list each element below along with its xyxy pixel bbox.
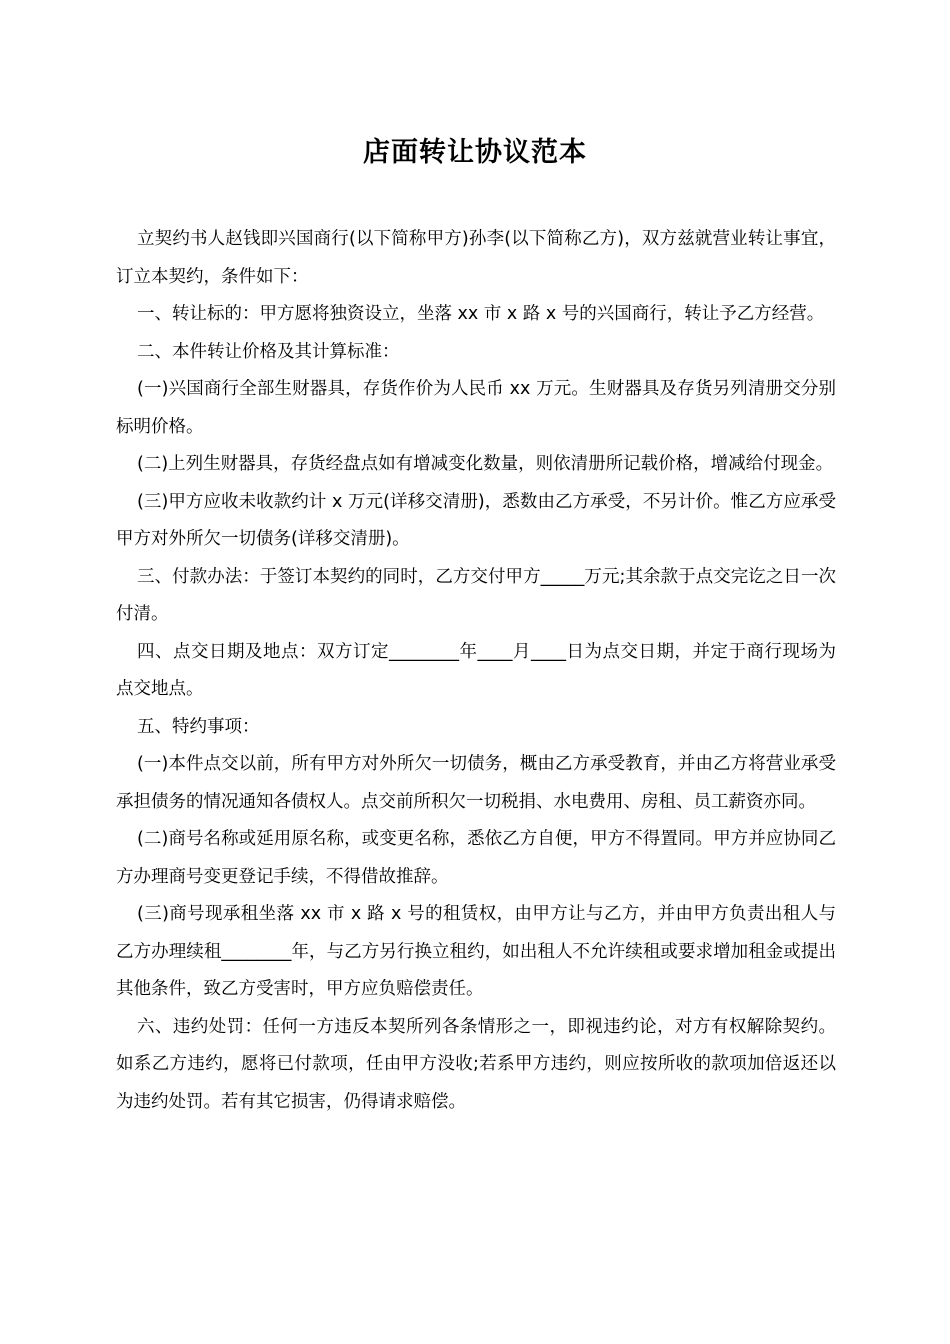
clause-5-item-2: (二)商号名称或延用原名称，或变更名称，悉依乙方自便，甲方不得置同。甲方并应协同乙方办理商号变更登记手续，不得借故推辞。 bbox=[116, 829, 836, 887]
clause-2-item-1: (一)兴国商行全部生财器具，存货作价为人民币 xx 万元。生财器具及存货另列清册交分别标明价格。 bbox=[116, 379, 836, 437]
clause-2-item-3: (三)甲方应收未收款约计 x 万元(详移交清册)，悉数由乙方承受，不另计价。惟乙方应承受甲方对外所欠一切债务(详移交清册)。 bbox=[116, 491, 836, 549]
clause-5-item-1: (一)本件点交以前，所有甲方对外所欠一切债务，概由乙方承受教育，并由乙方将营业承受承担债务的情况通知各债权人。点交前所积欠一切税捐、水电费用、房租、员工薪资亦同。 bbox=[116, 754, 836, 812]
clause-5-heading: 五、特约事项： bbox=[137, 716, 260, 737]
clause-3-paragraph: 三、付款办法：于签订本契约的同时，乙方交付甲方_____万元;其余款于点交完讫之日一次付清。 bbox=[116, 566, 836, 624]
preamble-paragraph: 立契约书人赵钱即兴国商行(以下简称甲方)孙李(以下简称乙方)，双方兹就营业转让事宜，订立本契约，条件如下： bbox=[116, 229, 836, 287]
clause-2-item-2: (二)上列生财器具，存货经盘点如有增减变化数量，则依清册所记载价格，增减给付现金。 bbox=[137, 454, 834, 474]
clause-2-heading: 二、本件转让价格及其计算标准： bbox=[137, 341, 400, 362]
clause-6-paragraph: 六、违约处罚：任何一方违反本契所列各条情形之一，即视违约论，对方有权解除契约。如系乙方违约，愿将已付款项，任由甲方没收;若系甲方违约，则应按所收的款项加倍返还以为违约处罚。若有其它损害，仍得请求赔偿。 bbox=[116, 1016, 836, 1112]
clause-1-paragraph: 一、转让标的：甲方愿将独资设立，坐落 xx 市 x 路 x 号的兴国商行，转让予乙方经营。 bbox=[137, 304, 825, 324]
document-body bbox=[116, 221, 836, 1121]
clause-5-item-3: (三)商号现承租坐落 xx 市 x 路 x 号的租赁权，由甲方让与乙方，并由甲方负责出租人与乙方办理续租________年，与乙方另行换立租约，如出租人不允许续租或要求增加租金或提出其他条件，致乙方受害时，甲方应负赔偿责任。 bbox=[116, 904, 836, 999]
clause-4-paragraph: 四、点交日期及地点：双方订定________年____月____日为点交日期，并定于商行现场为点交地点。 bbox=[116, 641, 836, 699]
document-title: 店面转让协议范本 bbox=[363, 137, 587, 168]
